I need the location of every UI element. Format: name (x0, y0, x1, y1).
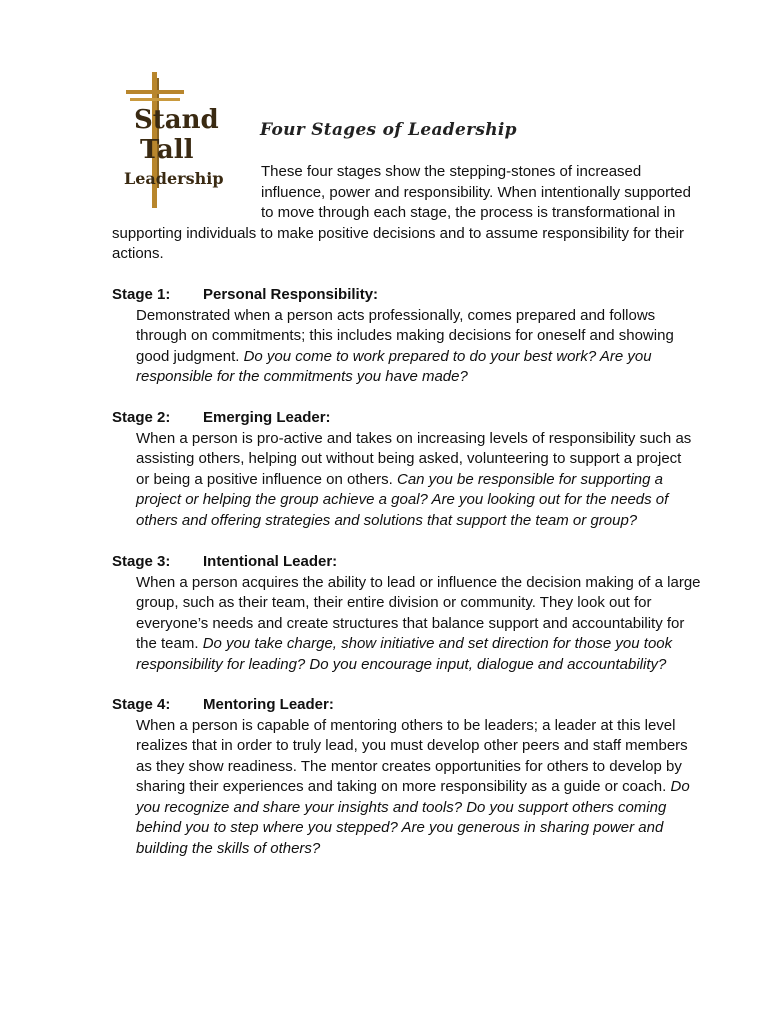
stage-1-section (112, 285, 712, 388)
line-question: project or helping the group achieve a goal? Are you looking out for the needs of (136, 491, 669, 508)
stage-line (136, 818, 712, 839)
intro-line: influence, power and responsibility. When intentionally supported (261, 183, 691, 201)
line-question: Do you take charge, show initiative and set direction for those you took (202, 635, 673, 652)
line-question: Can you be responsible for supporting a (397, 470, 664, 488)
line-text: Demonstrated when a person acts professionally, comes prepared and follows (136, 306, 656, 324)
stage-line (136, 490, 712, 511)
stage-2-section (112, 408, 712, 531)
line-text: or being a positive influence on others. (136, 470, 397, 488)
stage-line (136, 470, 712, 491)
stage-line (136, 614, 712, 635)
stage-name: Personal Responsibility: (203, 286, 379, 303)
stage-name: Intentional Leader: (203, 553, 338, 570)
stage-label: Stage 2: (112, 409, 171, 426)
line-question: responsible for the commitments you have made? (136, 368, 468, 385)
logo-cross-bar-top (126, 90, 184, 94)
line-text: everyone’s needs and create structures that balance support and accountability for (136, 614, 685, 632)
stage-line (136, 573, 712, 594)
stage-description (112, 716, 712, 860)
line-text: the team. (136, 635, 203, 652)
logo-word-stand: Stand (134, 105, 219, 135)
stage-label: Stage 1: (112, 286, 171, 303)
stage-description (112, 429, 712, 532)
stage-description (112, 573, 712, 676)
stage-line (136, 798, 712, 819)
logo-word-tall: Tall (140, 135, 194, 165)
stage-line (136, 716, 712, 737)
stage-line (136, 429, 712, 450)
logo-cross-bar-bottom (130, 98, 180, 101)
stage-line (136, 511, 712, 532)
intro-paragraph (112, 162, 712, 265)
line-text: assisting others, helping out without being asked, volunteering to support a project (136, 450, 682, 467)
line-question: others and offering strategies and solutions that support the team or group? (136, 511, 638, 529)
line-question: behind you to step where you stepped? Are you generous in sharing power and (136, 819, 664, 836)
line-text: realizes that in order to truly lead, you must develop other peers and staff members (136, 737, 688, 754)
intro-line: These four stages show the stepping-stones of increased (261, 163, 642, 180)
stage-line (136, 367, 712, 388)
stage-heading (112, 552, 712, 573)
line-text: When a person is pro-active and takes on increasing levels of responsibility such as (136, 429, 692, 447)
stage-line (136, 634, 712, 655)
stage-line (136, 757, 712, 778)
line-question: building the skills of others? (136, 839, 321, 857)
stage-label: Stage 3: (112, 553, 171, 570)
intro-line: actions. (112, 245, 164, 262)
page-title: Four Stages of Leadership (260, 120, 517, 140)
stage-name: Emerging Leader: (203, 409, 331, 426)
stage-line (136, 593, 712, 614)
stage-line (136, 736, 712, 757)
stage-3-section (112, 552, 712, 675)
stage-4-section (112, 695, 712, 859)
stage-line (136, 306, 712, 327)
line-text: group, such as their team, their entire division or community. They look out for (136, 594, 652, 611)
line-text: When a person is capable of mentoring others to be leaders; a leader at this level (136, 716, 676, 734)
stage-line (136, 326, 712, 347)
stage-heading (112, 695, 712, 716)
stage-line (136, 655, 712, 676)
stage-heading (112, 408, 712, 429)
line-text: as they show readiness. The mentor creates opportunities for others to develop by (136, 757, 682, 775)
line-text: good judgment. (136, 347, 244, 365)
line-question: Do (670, 778, 690, 795)
logo-word-leadership: Leadership (124, 169, 224, 188)
stage-label: Stage 4: (112, 696, 171, 713)
stage-line (136, 839, 712, 860)
intro-line: to move through each stage, the process is transformational in (261, 204, 676, 221)
stage-heading (112, 285, 712, 306)
intro-line: supporting individuals to make positive decisions and to assume responsibility for their (112, 224, 684, 242)
line-question: you recognize and share your insights and tools? Do you support others coming (136, 798, 667, 816)
line-text: through on commitments; this includes making decisions for oneself and showing (136, 327, 674, 344)
stage-line (136, 347, 712, 368)
line-question: Do you come to work prepared to do your best work? Are you (243, 347, 652, 365)
stage-line (136, 777, 712, 798)
stage-description (112, 306, 712, 388)
line-question: responsibility for leading? Do you encourage input, dialogue and accountability? (136, 655, 667, 673)
stage-line (136, 449, 712, 470)
line-text: When a person acquires the ability to lead or influence the decision making of a large (136, 573, 701, 591)
line-text: sharing their experiences and taking on more responsibility as a guide or coach. (136, 778, 671, 795)
stage-name: Mentoring Leader: (203, 696, 334, 713)
